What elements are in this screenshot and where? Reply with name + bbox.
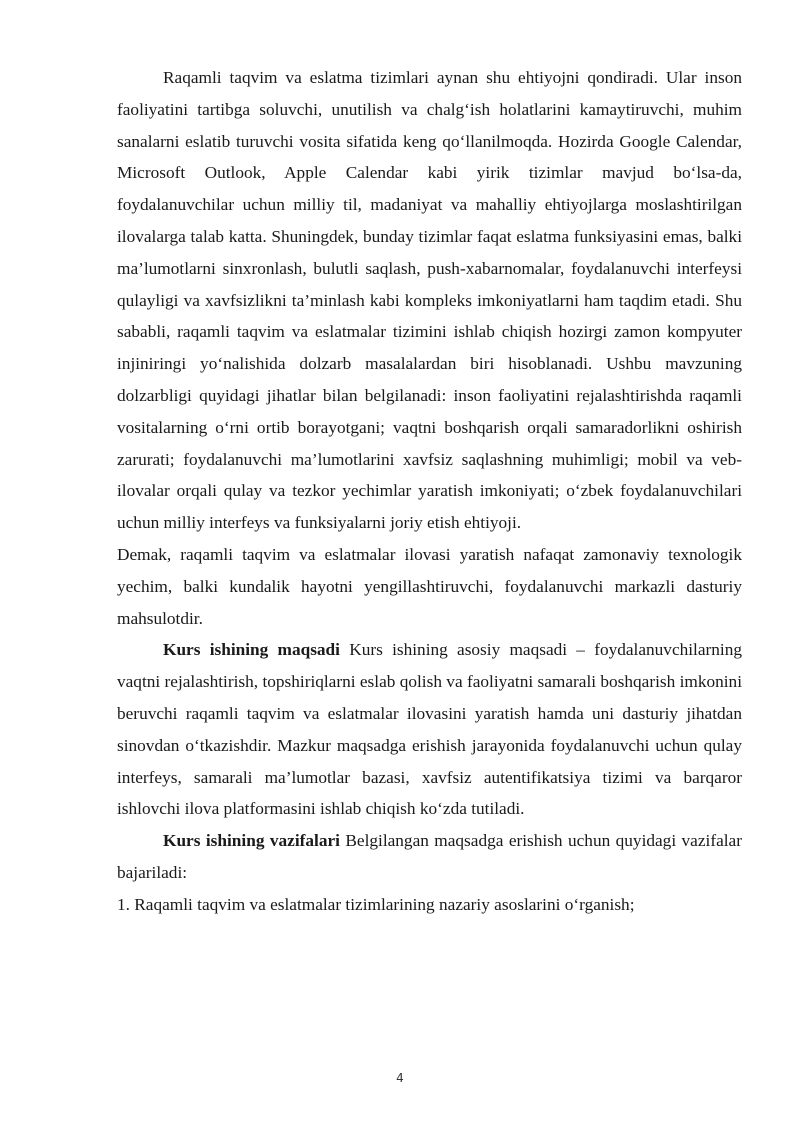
paragraph-goal [117,634,742,825]
paragraph-conclusion: Demak, raqamli taqvim va eslatmalar ilovasi yaratish nafaqat zamonaviy texnologik yechim, balki kundalik hayotni yengillashtiruvchi, foydalanuvchi markazli dasturiy mahsulotdir. [117,544,742,628]
document-body [117,62,742,921]
page-number: 4 [396,1071,404,1085]
tasks-heading: Kurs ishining vazifalari [163,831,340,851]
tasks-text: Belgilangan maqsadga erishish uchun quyidagi vazifalar bajariladi: [117,831,742,882]
goal-heading: Kurs ishining maqsadi [163,640,340,660]
paragraph-tasks [117,825,742,889]
paragraph-relevance: Raqamli taqvim va eslatma tizimlari aynan shu ehtiyojni qondiradi. Ular inson faoliyatini tartibga soluvchi, unutilish va chalg‘ish holatlarini kamaytiruvchi, muhim sanalarni eslatib turuvchi vosita sifatida keng qo‘llanilmoqda. Hozirda Google Calendar, Microsoft Outlook, Apple Calendar kabi yirik tizimlar mavjud bo‘lsa-da, foydalanuvchilar uchun milliy til, madaniyat va mahalliy ehtiyojlarga moslashtirilgan ilovalarga talab katta. Shuningdek, bunday tizimlar faqat eslatma funksiyasini emas, balki ma’lumotlarni sinxronlash, bulutli saqlash, push-xabarnomalar, foydalanuvchi interfeysi qulayligi va xavfsizlikni ta’minlash kabi kompleks imkoniyatlarni ham taqdim etadi. Shu sababli, raqamli taqvim va eslatmalar tizimini ishlab chiqish hozirgi zamon kompyuter injiniringi yo‘nalishida dolzarb masalalardan biri hisoblanadi. Ushbu mavzuning dolzarbligi quyidagi jihatlar bilan belgilanadi: inson faoliyatini rejalashtirishda raqamli vositalarning o‘rni ortib borayotgani; vaqtni boshqarish orqali samaradorlikni oshirish zarurati; foydalanuvchi ma’lumotlarini xavfsiz saqlashning muhimligi; mobil va veb-ilovalar orqali qulay va tezkor yechimlar yaratish imkoniyati; o‘zbek foydalanuvchilari uchun milliy interfeys va funksiyalarni joriy etish ehtiyoji. [117,68,742,533]
list-item: 1. Raqamli taqvim va eslatmalar tizimlarining nazariy asoslarini o‘rganish; [117,894,635,914]
goal-text: Kurs ishining asosiy maqsadi – foydalanuvchilarning vaqtni rejalashtirish, topshiriqlarni eslab qolish va faoliyatni samarali boshqarish imkonini beruvchi raqamli taqvim va eslatmalar ilovasini yaratish hamda uni dasturiy jihatdan sinovdan o‘tkazishdir. Mazkur maqsadga erishish jarayonida foydalanuvchi uchun qulay interfeys, samarali ma’lumotlar bazasi, xavfsiz autentifikatsiya tizimi va barqaror ishlovchi ilova platformasini ishlab chiqish ko‘zda tutiladi. [117,640,743,819]
